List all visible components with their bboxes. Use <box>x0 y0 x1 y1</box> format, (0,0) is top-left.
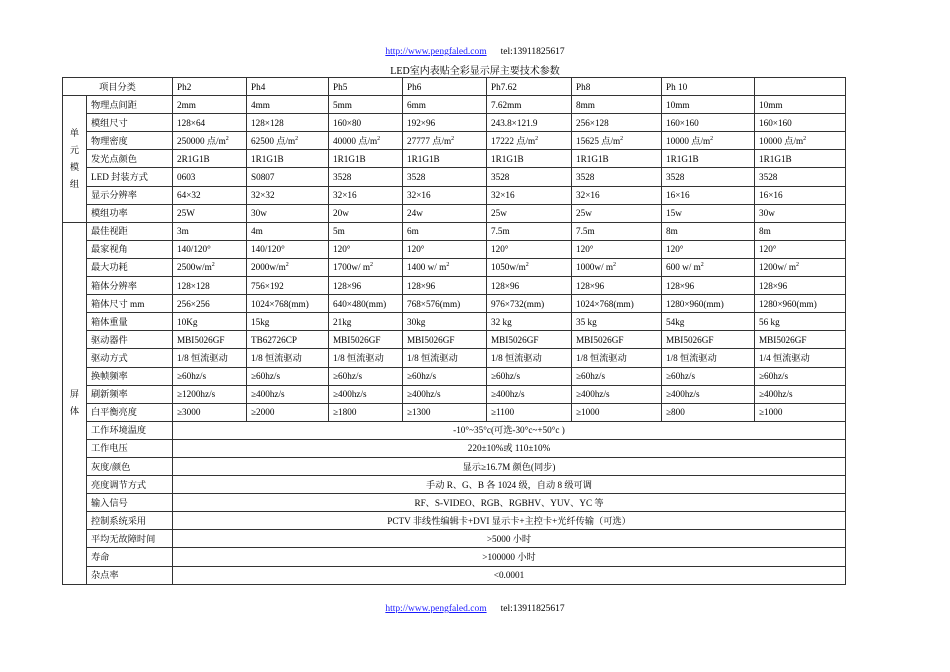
group-label-screen: 屏 体 <box>63 222 87 584</box>
table-row <box>63 331 846 349</box>
column-header: Ph 10 <box>662 78 755 96</box>
table-cell: 16×16 <box>662 186 755 204</box>
table-cell: 1/8 恒流驱动 <box>403 349 487 367</box>
row-label: 物理点间距 <box>87 96 173 114</box>
superscript: 2 <box>613 262 617 269</box>
table-cell: ≥60hz/s <box>572 367 662 385</box>
table-cell: MBI5026GF <box>403 331 487 349</box>
table-cell: 1200w/ $m^2$ <box>755 258 846 276</box>
table-row <box>63 548 846 566</box>
table-row <box>63 150 846 168</box>
table-cell: 120° <box>487 240 572 258</box>
row-label: 模组尺寸 <box>87 114 173 132</box>
table-cell: 8mm <box>572 96 662 114</box>
table-row <box>63 277 846 295</box>
table-row <box>63 421 846 439</box>
table-cell: MBI5026GF <box>487 331 572 349</box>
superscript: 2 <box>295 135 299 142</box>
table-cell: 8m <box>662 222 755 240</box>
row-label: 驱动器件 <box>87 331 173 349</box>
table-cell: 1R1G1B <box>572 150 662 168</box>
row-label: 最佳视距 <box>87 222 173 240</box>
table-cell: 30w <box>755 204 846 222</box>
row-label: 箱体分辨率 <box>87 277 173 295</box>
table-cell: 128×96 <box>572 277 662 295</box>
table-cell: ≥400hz/s <box>247 385 329 403</box>
table-cell: 17222 点$/m^2$ <box>487 132 572 150</box>
table-row <box>63 512 846 530</box>
table-cell: $1050w/m^2$ <box>487 258 572 276</box>
table-cell: 32×16 <box>329 186 403 204</box>
superscript: 2 <box>803 135 807 142</box>
table-cell: ≥2000 <box>247 403 329 421</box>
row-label: 模组功率 <box>87 204 173 222</box>
table-cell: 192×96 <box>403 114 487 132</box>
table-cell: 8m <box>755 222 846 240</box>
table-row <box>63 96 846 114</box>
table-cell: $2000w/m^2$ <box>247 258 329 276</box>
column-header: 项目分类 <box>63 78 173 96</box>
row-label: 寿命 <box>87 548 173 566</box>
table-cell: 1/8 恒流驱动 <box>487 349 572 367</box>
table-cell: 1R1G1B <box>755 150 846 168</box>
table-header-row <box>63 78 846 96</box>
group-label-unit: 单 元 模 组 <box>63 96 87 223</box>
table-cell: 5mm <box>329 96 403 114</box>
table-cell: ≥400hz/s <box>403 385 487 403</box>
table-cell: 62500 点$/m^2$ <box>247 132 329 150</box>
merged-cell: 220±10%或 110±10% <box>173 439 846 457</box>
table-cell: 3528 <box>487 168 572 186</box>
table-cell: 1R1G1B <box>403 150 487 168</box>
table-cell: 35 kg <box>572 313 662 331</box>
superscript: 2 <box>796 262 800 269</box>
table-cell: ≥60hz/s <box>329 367 403 385</box>
table-cell: 5m <box>329 222 403 240</box>
table-cell: 3528 <box>403 168 487 186</box>
superscript: 2 <box>211 262 215 269</box>
table-cell: 140/120° <box>247 240 329 258</box>
table-row <box>63 349 846 367</box>
row-label: 箱体尺寸 mm <box>87 295 173 313</box>
table-cell: 128×96 <box>755 277 846 295</box>
superscript: 2 <box>620 135 624 142</box>
superscript: 2 <box>700 262 704 269</box>
table-row <box>63 494 846 512</box>
row-label: 物理密度 <box>87 132 173 150</box>
row-label: 工作电压 <box>87 439 173 457</box>
table-cell: 10000 点$/m^2$ <box>755 132 846 150</box>
table-cell: 54kg <box>662 313 755 331</box>
row-label: 控制系统采用 <box>87 512 173 530</box>
table-cell: 32×16 <box>403 186 487 204</box>
table-cell: 10Kg <box>173 313 247 331</box>
table-cell: ≥1200hz/s <box>173 385 247 403</box>
row-label: 杂点率 <box>87 566 173 584</box>
table-cell: ≥1100 <box>487 403 572 421</box>
table-cell: 40000 点$/m^2$ <box>329 132 403 150</box>
merged-cell: >100000 小时 <box>173 548 846 566</box>
column-header: Ph2 <box>173 78 247 96</box>
table-cell: 25w <box>572 204 662 222</box>
table-cell: 640×480(mm) <box>329 295 403 313</box>
table-cell: ≥400hz/s <box>329 385 403 403</box>
table-row <box>63 403 846 421</box>
table-cell: 256×256 <box>173 295 247 313</box>
merged-cell: RF、S-VIDEO、RGB、RGBHV、YUV、YC 等 <box>173 494 846 512</box>
table-cell: 120° <box>572 240 662 258</box>
table-cell: 1R1G1B <box>247 150 329 168</box>
table-cell: 1/8 恒流驱动 <box>572 349 662 367</box>
table-cell: 1280×960(mm) <box>662 295 755 313</box>
table-cell: ≥400hz/s <box>572 385 662 403</box>
table-cell: 120° <box>755 240 846 258</box>
superscript: 2 <box>710 135 714 142</box>
merged-cell: 手动 R、G、B 各 1024 级，自动 8 级可调 <box>173 476 846 494</box>
table-cell: ≥60hz/s <box>662 367 755 385</box>
table-cell: ≥1000 <box>572 403 662 421</box>
row-label: 驱动方式 <box>87 349 173 367</box>
table-cell: ≥1000 <box>755 403 846 421</box>
table-cell: 32×32 <box>247 186 329 204</box>
table-cell: 0603 <box>173 168 247 186</box>
merged-cell: PCTV 非线性编辑卡+DVI 显示卡+主控卡+光纤传输（可选） <box>173 512 846 530</box>
table-cell: 1R1G1B <box>487 150 572 168</box>
phone-number: tel:13911825617 <box>500 47 565 57</box>
merged-cell: <0.0001 <box>173 566 846 584</box>
row-label: 换帧频率 <box>87 367 173 385</box>
table-cell: ≥1800 <box>329 403 403 421</box>
column-header: Ph7.62 <box>487 78 572 96</box>
table-row <box>63 476 846 494</box>
table-cell: 7.5m <box>572 222 662 240</box>
top-header <box>0 47 950 57</box>
superscript: 2 <box>525 262 529 269</box>
table-cell: ≥60hz/s <box>173 367 247 385</box>
column-header: Ph6 <box>403 78 487 96</box>
table-cell: 2R1G1B <box>173 150 247 168</box>
table-cell: 1/8 恒流驱动 <box>329 349 403 367</box>
row-label: 箱体重量 <box>87 313 173 331</box>
table-row <box>63 313 846 331</box>
row-label: 刷新频率 <box>87 385 173 403</box>
document-title: LED室内表贴全彩显示屏主要技术参数 <box>390 66 560 77</box>
table-cell: 250000 点$/m^2$ <box>173 132 247 150</box>
table-row <box>63 204 846 222</box>
table-cell: 3528 <box>572 168 662 186</box>
table-cell: 30w <box>247 204 329 222</box>
superscript: 2 <box>285 262 289 269</box>
table-cell: S0807 <box>247 168 329 186</box>
row-label: 发光点颜色 <box>87 150 173 168</box>
table-cell: MBI5026GF <box>173 331 247 349</box>
superscript: 2 <box>451 135 455 142</box>
row-label: 工作环境温度 <box>87 421 173 439</box>
table-cell: $2500w/m^2$ <box>173 258 247 276</box>
table-cell: 1024×768(mm) <box>247 295 329 313</box>
phone-number: tel:13911825617 <box>500 604 565 614</box>
table-cell: 20w <box>329 204 403 222</box>
table-cell: 6mm <box>403 96 487 114</box>
superscript: 2 <box>535 135 539 142</box>
table-row <box>63 295 846 313</box>
table-cell: 1/8 恒流驱动 <box>173 349 247 367</box>
table-cell: 1700w/ $m^2$ <box>329 258 403 276</box>
row-label: LED 封装方式 <box>87 168 173 186</box>
table-cell: ≥400hz/s <box>662 385 755 403</box>
table-cell: 3m <box>173 222 247 240</box>
table-cell: 6m <box>403 222 487 240</box>
table-cell: 120° <box>329 240 403 258</box>
table-cell: 30kg <box>403 313 487 331</box>
table-cell: ≥1300 <box>403 403 487 421</box>
table-cell: MBI5026GF <box>572 331 662 349</box>
table-cell: 140/120° <box>173 240 247 258</box>
row-label: 最大功耗 <box>87 258 173 276</box>
table-cell: 15w <box>662 204 755 222</box>
merged-cell: -10°~35°c(可选-30°c~+50°c ) <box>173 421 846 439</box>
table-cell: 1/8 恒流驱动 <box>247 349 329 367</box>
table-cell: 756×192 <box>247 277 329 295</box>
table-cell: 256×128 <box>572 114 662 132</box>
row-label: 白平衡亮度 <box>87 403 173 421</box>
table-cell: ≥60hz/s <box>247 367 329 385</box>
column-header: Ph5 <box>329 78 403 96</box>
table-cell: 10mm <box>755 96 846 114</box>
table-cell: ≥60hz/s <box>755 367 846 385</box>
table-cell: 160×160 <box>662 114 755 132</box>
table-cell: 24w <box>403 204 487 222</box>
table-cell: 1280×960(mm) <box>755 295 846 313</box>
row-label: 最家视角 <box>87 240 173 258</box>
table-cell: 1/4 恒流驱动 <box>755 349 846 367</box>
table-cell: 3528 <box>329 168 403 186</box>
table-cell: 1R1G1B <box>329 150 403 168</box>
table-cell: 64×32 <box>173 186 247 204</box>
table-cell: ≥60hz/s <box>487 367 572 385</box>
table-cell: ≥400hz/s <box>755 385 846 403</box>
table-row <box>63 457 846 475</box>
table-cell: 600 w/ $m^2$ <box>662 258 755 276</box>
table-cell: MBI5026GF <box>329 331 403 349</box>
superscript: 2 <box>370 262 374 269</box>
row-label: 输入信号 <box>87 494 173 512</box>
table-cell: 21kg <box>329 313 403 331</box>
table-cell: 128×64 <box>173 114 247 132</box>
table-row <box>63 186 846 204</box>
table-cell: 4mm <box>247 96 329 114</box>
table-cell: 1024×768(mm) <box>572 295 662 313</box>
table-cell: 7.5m <box>487 222 572 240</box>
table-row <box>63 114 846 132</box>
table-cell: 4m <box>247 222 329 240</box>
spec-table <box>62 77 846 585</box>
merged-cell: 显示≥16.7M 颜色(同步) <box>173 457 846 475</box>
table-cell: 32×16 <box>487 186 572 204</box>
table-cell: MBI5026GF <box>662 331 755 349</box>
table-cell: ≥3000 <box>173 403 247 421</box>
table-row <box>63 240 846 258</box>
table-row <box>63 168 846 186</box>
table-cell: ≥60hz/s <box>403 367 487 385</box>
table-cell: 128×96 <box>329 277 403 295</box>
table-cell: 1R1G1B <box>662 150 755 168</box>
table-cell: 768×576(mm) <box>403 295 487 313</box>
table-cell: 128×128 <box>173 277 247 295</box>
column-header <box>755 78 846 96</box>
table-cell: ≥800 <box>662 403 755 421</box>
table-cell: 128×128 <box>247 114 329 132</box>
table-cell: 25W <box>173 204 247 222</box>
table-cell: 976×732(mm) <box>487 295 572 313</box>
table-cell: 7.62mm <box>487 96 572 114</box>
table-cell: 15kg <box>247 313 329 331</box>
table-cell: 120° <box>662 240 755 258</box>
table-cell: 32 kg <box>487 313 572 331</box>
superscript: 2 <box>225 135 229 142</box>
table-cell: 128×96 <box>662 277 755 295</box>
table-cell: 32×16 <box>572 186 662 204</box>
table-row <box>63 439 846 457</box>
row-label: 平均无故障时间 <box>87 530 173 548</box>
table-row <box>63 132 846 150</box>
table-row <box>63 367 846 385</box>
table-cell: 128×96 <box>403 277 487 295</box>
table-cell: ≥400hz/s <box>487 385 572 403</box>
merged-cell: >5000 小时 <box>173 530 846 548</box>
table-cell: 243.8×121.9 <box>487 114 572 132</box>
column-header: Ph8 <box>572 78 662 96</box>
table-cell: 56 kg <box>755 313 846 331</box>
table-cell: MBI5026GF <box>755 331 846 349</box>
table-cell: 10mm <box>662 96 755 114</box>
table-cell: 10000 点$/m^2$ <box>662 132 755 150</box>
table-cell: 128×96 <box>487 277 572 295</box>
table-cell: 27777 点$/m^2$ <box>403 132 487 150</box>
table-cell: 1/8 恒流驱动 <box>662 349 755 367</box>
table-row <box>63 385 846 403</box>
table-cell: 3528 <box>662 168 755 186</box>
website-link[interactable]: http://www.pengfaled.com <box>385 604 487 614</box>
bottom-header <box>0 604 950 614</box>
table-cell: 120° <box>403 240 487 258</box>
table-cell: 16×16 <box>755 186 846 204</box>
superscript: 2 <box>377 135 381 142</box>
table-cell: 160×80 <box>329 114 403 132</box>
table-row <box>63 530 846 548</box>
table-row <box>63 566 846 584</box>
row-label: 亮度调节方式 <box>87 476 173 494</box>
table-cell: 160×160 <box>755 114 846 132</box>
table-cell: 1000w/ $m^2$ <box>572 258 662 276</box>
table-row <box>63 258 846 276</box>
table-cell: 1400 w/ $m^2$ <box>403 258 487 276</box>
row-label: 灰度/颜色 <box>87 457 173 475</box>
table-row <box>63 222 846 240</box>
table-cell: 25w <box>487 204 572 222</box>
website-link[interactable]: http://www.pengfaled.com <box>385 47 487 57</box>
table-cell: TB62726CP <box>247 331 329 349</box>
table-cell: 15625 点$/m^2$ <box>572 132 662 150</box>
column-header: Ph4 <box>247 78 329 96</box>
table-cell: 2mm <box>173 96 247 114</box>
row-label: 显示分辨率 <box>87 186 173 204</box>
superscript: 2 <box>446 262 450 269</box>
table-cell: 3528 <box>755 168 846 186</box>
